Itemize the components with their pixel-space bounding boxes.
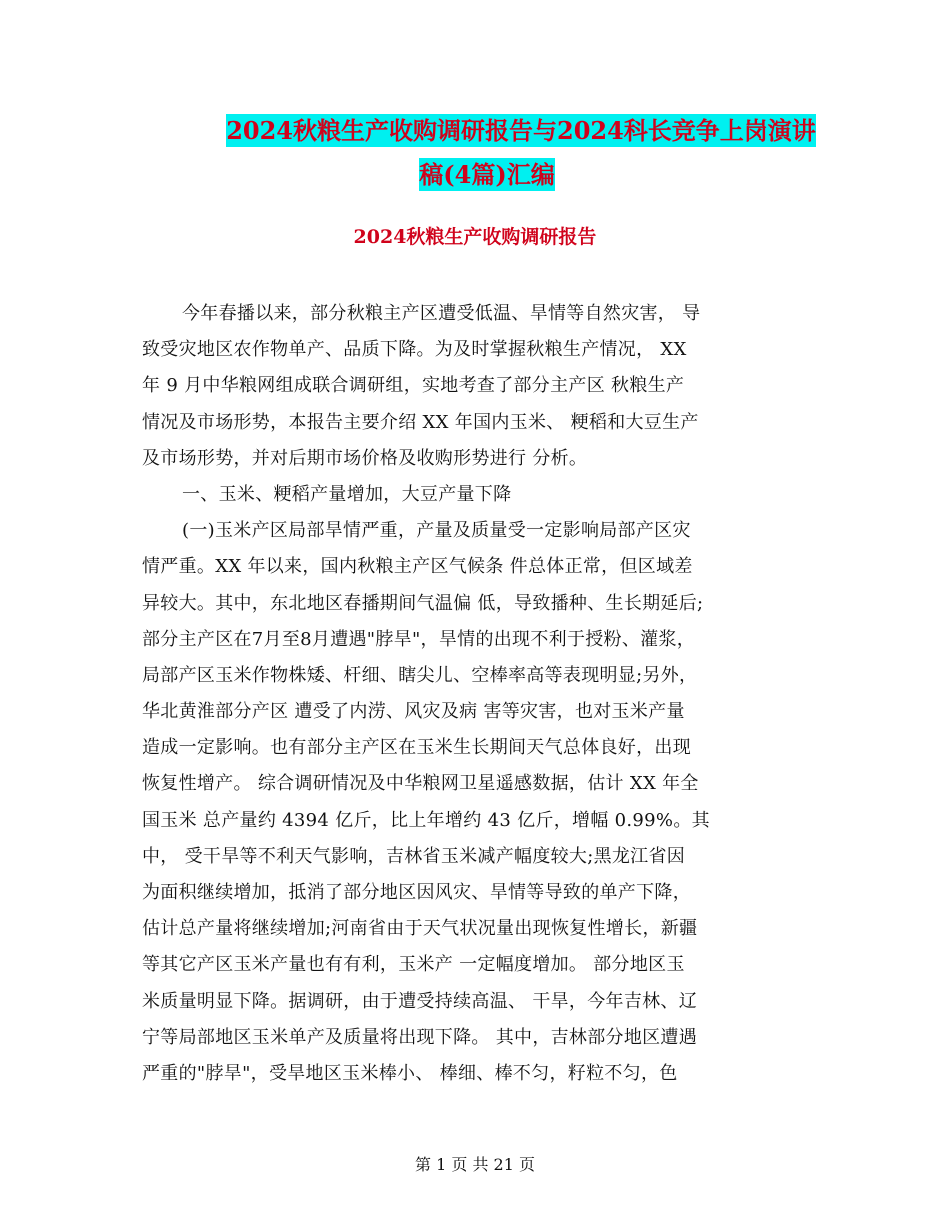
text-line: 国玉米 总产量约 4394 亿斤，比上年增约 43 亿斤，增幅 0.99%。其 xyxy=(142,809,710,831)
text-line: 华北黄淮部分产区 遭受了内涝、风灾及病 害等灾害，也对玉米产量 xyxy=(142,701,685,723)
text-line: 致受灾地区农作物单产、品质下降。为及时掌握秋粮生产情况， XX xyxy=(142,339,687,361)
text-line: 年 9 月中华粮网组成联合调研组，实地考查了部分主产区 秋粮生产 xyxy=(142,375,685,397)
text-line: 异较大。其中，东北地区春播期间气温偏 低，导致播种、生长期延后; xyxy=(142,592,704,614)
text-line: 部分主产区在7月至8月遭遇"脖旱"，旱情的出现不利于授粉、灌浆， xyxy=(142,628,696,650)
text-line: 为面积继续增加，抵消了部分地区因风灾、旱情等导致的单产下降， xyxy=(142,882,691,903)
text-line: 及市场形势，并对后期市场价格及收购形势进行 分析。 xyxy=(142,447,588,469)
text-line: 宁等局部地区玉米单产及质量将出现下降。 其中，吉林部分地区遭遇 xyxy=(142,1026,698,1048)
text-line: (一)玉米产区局部旱情严重，产量及质量受一定影响局部产区灾 xyxy=(182,520,691,542)
text-line: 情严重。XX 年以来，国内秋粮主产区气候条 件总体正常，但区域差 xyxy=(142,556,693,578)
text-line: 估计总产量将继续增加;河南省由于天气状况量出现恢复性增长，新疆 xyxy=(142,918,698,940)
text-line: 米质量明显下降。据调研，由于遭受持续高温、 干旱，今年吉林、辽 xyxy=(142,990,698,1012)
document-title-line-2 xyxy=(12,158,950,192)
text-line: 今年春播以来，部分秋粮主产区遭受低温、旱情等自然灾害， 导 xyxy=(182,303,701,324)
text-line: 局部产区玉米作物株矮、杆细、瞎尖儿、空棒率高等表现明显;另外， xyxy=(142,664,698,686)
text-line: 严重的"脖旱"，受旱地区玉米棒小、 棒细、棒不匀，籽粒不匀，色 xyxy=(142,1062,678,1084)
document-title-line-1 xyxy=(46,114,950,148)
body-text xyxy=(142,296,812,1092)
page-number-footer: 第 1 页 共 21 页 xyxy=(415,1155,535,1174)
text-line: 等其它产区玉米产量也有有利，玉米产 一定幅度增加。 部分地区玉 xyxy=(142,954,685,976)
title-highlight-1: 2024秋粮生产收购调研报告与2024科长竞争上岗演讲 xyxy=(226,116,816,145)
text-line: 造成一定影响。也有部分主产区在玉米生长期间天气总体良好，出现 xyxy=(142,737,691,759)
section-title: 2024秋粮生产收购调研报告 xyxy=(353,226,597,248)
text-line: 恢复性增产。 综合调研情况及中华粮网卫星遥感数据，估计 XX 年全 xyxy=(142,773,699,795)
heading-line: 一、玉米、粳稻产量增加，大豆产量下降 xyxy=(182,483,512,505)
title-highlight-2: 稿(4篇)汇编 xyxy=(419,160,555,189)
text-line: 情况及市场形势，本报告主要介绍 XX 年国内玉米、 粳稻和大豆生产 xyxy=(142,411,699,433)
text-line: 中， 受干旱等不利天气影响，吉林省玉米减产幅度较大;黑龙江省因 xyxy=(142,845,686,867)
